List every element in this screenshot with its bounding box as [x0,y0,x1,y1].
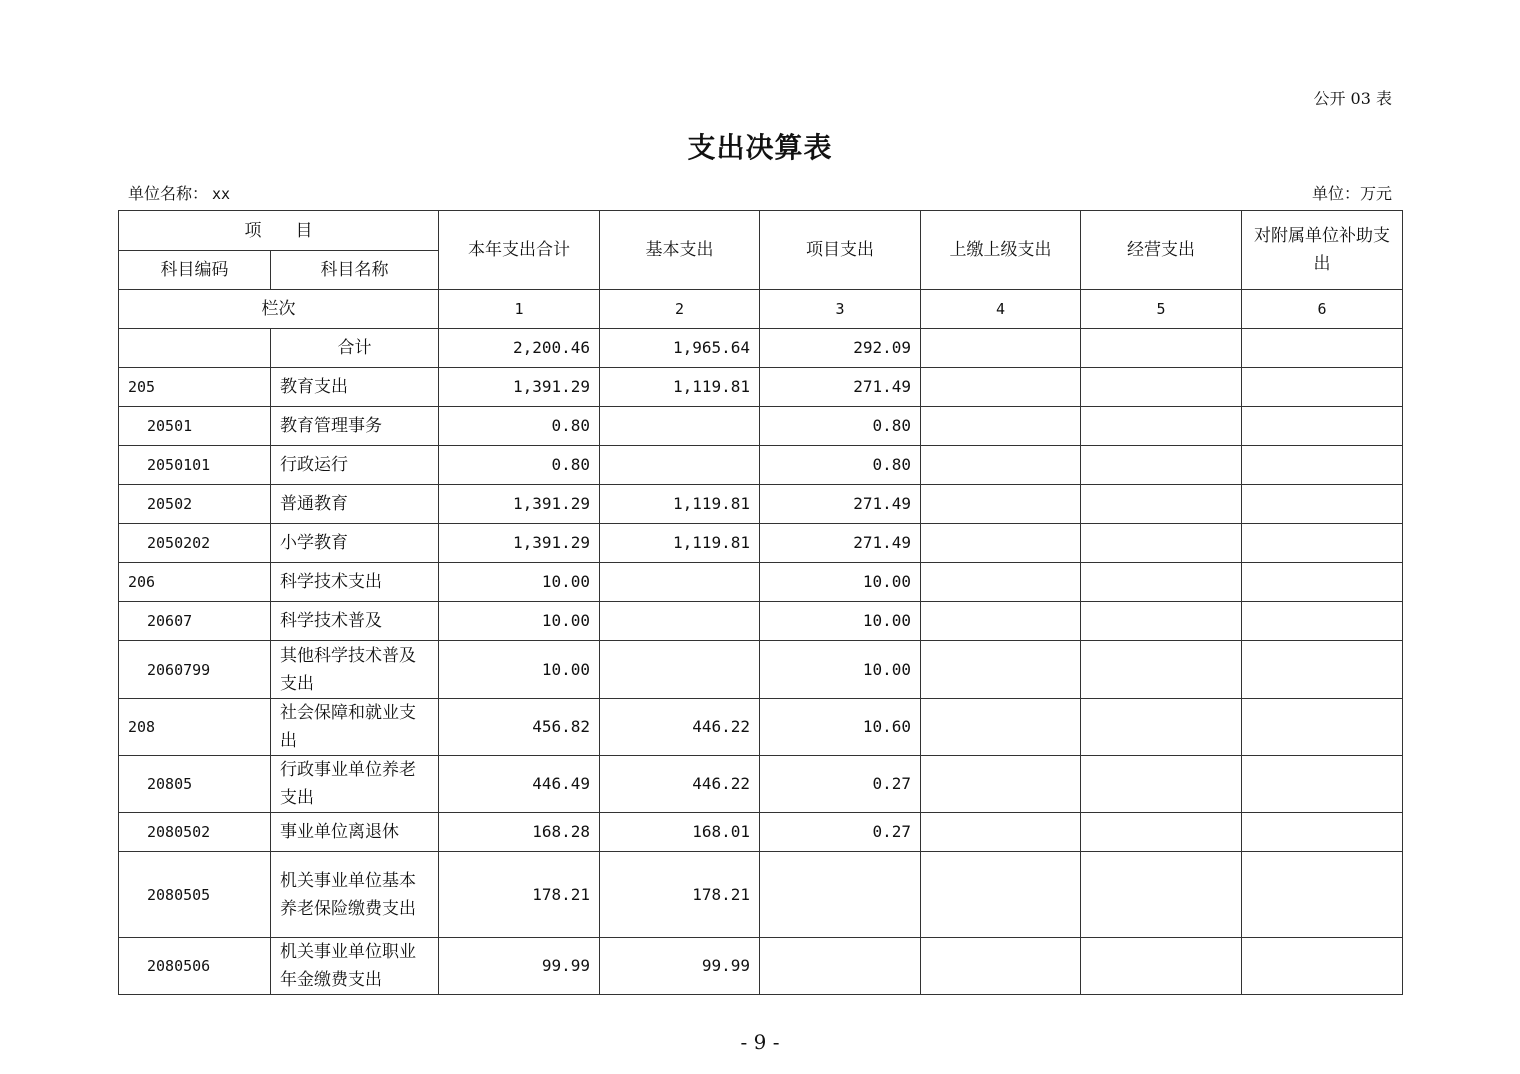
table-row [119,407,1403,446]
row-total: 456.82 [439,699,600,756]
table-cell [1081,641,1242,699]
column-index: 3 [760,290,921,329]
row-project: 10.60 [760,699,921,756]
row-basic [600,563,760,602]
row-basic: 99.99 [600,938,760,995]
header-name: 科目名称 [271,251,439,290]
table-cell [1081,524,1242,563]
total-row [119,329,1403,368]
table-cell [119,329,271,368]
row-code: 2080506 [119,938,271,995]
header-basic: 基本支出 [600,211,760,290]
table-cell [1081,756,1242,813]
row-total: 10.00 [439,641,600,699]
total-amount: 2,200.46 [439,329,600,368]
table-cell [1242,407,1403,446]
page-title: 支出决算表 [687,131,833,164]
page-number: - 9 - [740,1030,780,1054]
row-project: 0.27 [760,756,921,813]
row-basic: 1,119.81 [600,485,760,524]
row-name: 教育管理事务 [271,407,439,446]
row-project: 10.00 [760,602,921,641]
row-total: 1,391.29 [439,524,600,563]
row-code: 205 [119,368,271,407]
table-cell [1242,485,1403,524]
table-cell [921,407,1081,446]
row-basic [600,446,760,485]
table-cell [1242,329,1403,368]
table-cell [1081,485,1242,524]
row-project [760,938,921,995]
table-cell [1242,446,1403,485]
row-code: 2050101 [119,446,271,485]
row-basic: 446.22 [600,699,760,756]
row-basic: 1,119.81 [600,368,760,407]
row-name: 机关事业单位职业年金缴费支出 [271,938,439,995]
row-total: 0.80 [439,446,600,485]
total-label: 合计 [271,329,439,368]
table-row [119,602,1403,641]
table-row [119,938,1403,995]
table-cell [1242,852,1403,938]
row-code: 20805 [119,756,271,813]
table-cell [921,485,1081,524]
row-project: 0.80 [760,407,921,446]
table-cell [921,641,1081,699]
row-total: 10.00 [439,602,600,641]
table-cell [1081,563,1242,602]
row-name: 社会保障和就业支出 [271,699,439,756]
row-basic: 168.01 [600,813,760,852]
column-index: 5 [1081,290,1242,329]
table-number: 公开 03 表 [1313,89,1392,108]
row-name: 其他科学技术普及支出 [271,641,439,699]
row-basic [600,641,760,699]
table-cell [1081,699,1242,756]
row-basic [600,602,760,641]
table-row [119,756,1403,813]
column-index: 1 [439,290,600,329]
row-name: 科学技术支出 [271,563,439,602]
column-index: 4 [921,290,1081,329]
row-project: 271.49 [760,368,921,407]
row-name: 科学技术普及 [271,602,439,641]
header-item: 项 目 [119,211,439,251]
table-cell [921,368,1081,407]
row-project: 0.27 [760,813,921,852]
table-cell [1242,602,1403,641]
row-code: 2080505 [119,852,271,938]
table-cell [1081,938,1242,995]
row-total: 0.80 [439,407,600,446]
table-row [119,485,1403,524]
table-cell [921,524,1081,563]
row-name: 事业单位离退休 [271,813,439,852]
row-name: 行政运行 [271,446,439,485]
row-code: 2050202 [119,524,271,563]
table-cell [1242,699,1403,756]
row-total: 168.28 [439,813,600,852]
total-project: 292.09 [760,329,921,368]
table-cell [921,602,1081,641]
table-row [119,368,1403,407]
table-cell [921,699,1081,756]
row-project: 271.49 [760,524,921,563]
table-row [119,524,1403,563]
table-row [119,699,1403,756]
table-row [119,641,1403,699]
row-total: 1,391.29 [439,368,600,407]
column-index-label: 栏次 [119,290,439,329]
row-code: 20502 [119,485,271,524]
table-cell [1081,407,1242,446]
table-cell [921,852,1081,938]
table-row [119,563,1403,602]
table-cell [921,563,1081,602]
table-cell [1242,938,1403,995]
row-total: 446.49 [439,756,600,813]
row-code: 2080502 [119,813,271,852]
row-project: 10.00 [760,563,921,602]
row-basic [600,407,760,446]
header-project: 项目支出 [760,211,921,290]
table-cell [1081,368,1242,407]
table-cell [921,329,1081,368]
header-subsidy: 对附属单位补助支出 [1242,211,1403,290]
table-cell [1081,329,1242,368]
header-code: 科目编码 [119,251,271,290]
table-cell [1081,602,1242,641]
row-code: 206 [119,563,271,602]
table-cell [1081,446,1242,485]
table-row [119,446,1403,485]
table-cell [1242,756,1403,813]
row-project: 10.00 [760,641,921,699]
row-name: 行政事业单位养老支出 [271,756,439,813]
row-name: 普通教育 [271,485,439,524]
row-name: 教育支出 [271,368,439,407]
row-total: 178.21 [439,852,600,938]
row-total: 1,391.29 [439,485,600,524]
column-index: 6 [1242,290,1403,329]
row-total: 99.99 [439,938,600,995]
table-cell [921,813,1081,852]
table-cell [1242,563,1403,602]
table-cell [1081,852,1242,938]
header-total: 本年支出合计 [439,211,600,290]
table-row [119,813,1403,852]
row-code: 20501 [119,407,271,446]
row-name: 机关事业单位基本养老保险缴费支出 [271,852,439,938]
row-project: 271.49 [760,485,921,524]
row-project: 0.80 [760,446,921,485]
row-code: 2060799 [119,641,271,699]
row-basic: 178.21 [600,852,760,938]
header-upper: 上缴上级支出 [921,211,1081,290]
money-unit: 单位：万元 [1311,184,1392,203]
header-business: 经营支出 [1081,211,1242,290]
column-index: 2 [600,290,760,329]
row-name: 小学教育 [271,524,439,563]
table-cell [921,446,1081,485]
unit-name-value: xx [212,185,231,203]
row-project [760,852,921,938]
table-row [119,852,1403,938]
table-cell [1242,368,1403,407]
row-code: 208 [119,699,271,756]
row-code: 20607 [119,602,271,641]
table-cell [1081,813,1242,852]
row-total: 10.00 [439,563,600,602]
table-cell [1242,524,1403,563]
table-cell [1242,641,1403,699]
total-basic: 1,965.64 [600,329,760,368]
unit-name [128,181,230,204]
row-basic: 446.22 [600,756,760,813]
expenditure-table [118,210,1403,995]
unit-name-label: 单位名称： [128,184,209,203]
table-cell [921,756,1081,813]
row-basic: 1,119.81 [600,524,760,563]
table-cell [1242,813,1403,852]
table-cell [921,938,1081,995]
